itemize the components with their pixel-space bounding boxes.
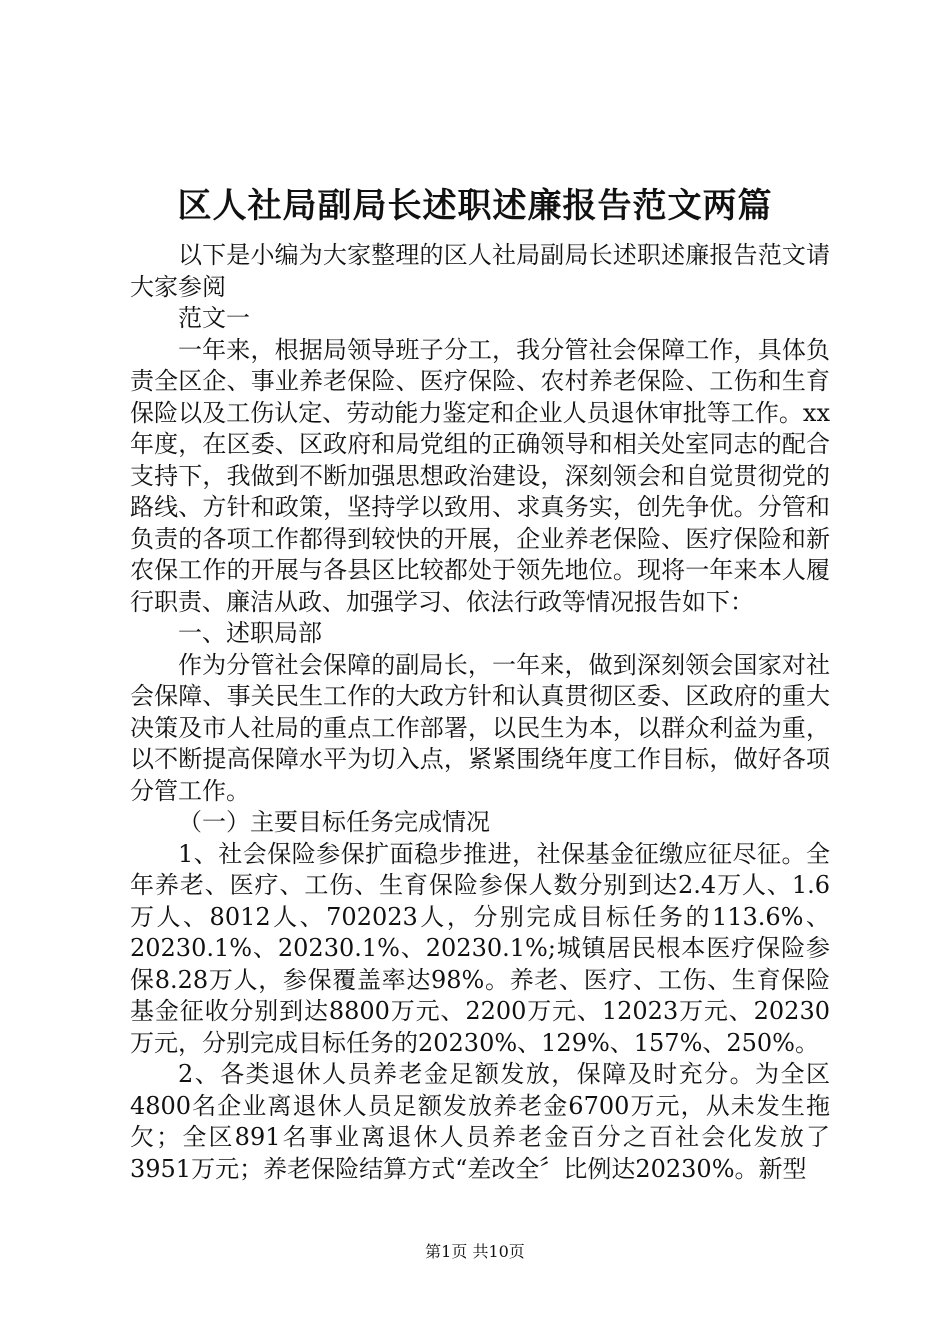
body-paragraph: 一年来，根据局领导班子分工，我分管社会保障工作，具体负责全区企、事业养老保险、医疗保险、农村养老保险、工伤和生育保险以及工伤认定、劳动能力鉴定和企业人员退休审批等工作。xx年度，在区委、区政府和局党组的正确领导和相关处室同志的配合支持下，我做到不断加强思想政治建设，深刻领会和自觉贯彻党的路线、方针和政策，坚持学以致用、求真务实，创先争优。分管和负责的各项工作都得到较快的开展，企业养老保险、医疗保险和新农保工作的开展与各县区比较都处于领先地位。现将一年来本人履行职责、廉洁从政、加强学习、依法行政等情况报告如下： xyxy=(130,335,830,616)
document-title: 区人社局副局长述职述廉报告范文两篇 xyxy=(177,186,773,226)
body-paragraph: 2、各类退休人员养老金足额发放，保障及时充分。为全区4800名企业离退休人员足额发放养老金6700万元，从未发生拖欠；全区891名事业离退休人员养老金百分之百社会化发放了3951万元；养老保险结算方式“差改全〞比例达20230%。新型 xyxy=(130,1060,830,1183)
subsection-heading: （一）主要目标任务完成情况 xyxy=(178,808,490,836)
page-footer: 第1页 共10页 xyxy=(425,1242,525,1261)
section-heading: 一、述职局部 xyxy=(178,619,322,647)
intro-paragraph: 以下是小编为大家整理的区人社局副局长述职述廉报告范文请大家参阅 xyxy=(130,241,830,301)
document-body xyxy=(130,240,830,1185)
body-paragraph: 作为分管社会保障的副局长，一年来，做到深刻领会国家对社会保障、事关民生工作的大政方针和认真贯彻区委、区政府的重大决策及市人社局的重点工作部署，以民生为本，以群众利益为重，以不断提高保障水平为切入点，紧紧围绕年度工作目标，做好各项分管工作。 xyxy=(130,650,830,805)
body-paragraph: 1、社会保险参保扩面稳步推进，社保基金征缴应征尽征。全年养老、医疗、工伤、生育保险参保人数分别到达2.4万人、1.6万人、8012人、702023人，分别完成目标任务的113.6%、20230.1%、20230.1%、20230.1%;城镇居民根本医疗保险参保8.28万人，参保覆盖率达98%。养老、医疗、工伤、生育保险基金征收分别到达8800万元、2200万元、12023万元、20230万元，分别完成目标任务的20230%、129%、157%、250%。 xyxy=(130,839,830,1057)
section-heading-fanwen-1: 范文一 xyxy=(178,304,250,332)
